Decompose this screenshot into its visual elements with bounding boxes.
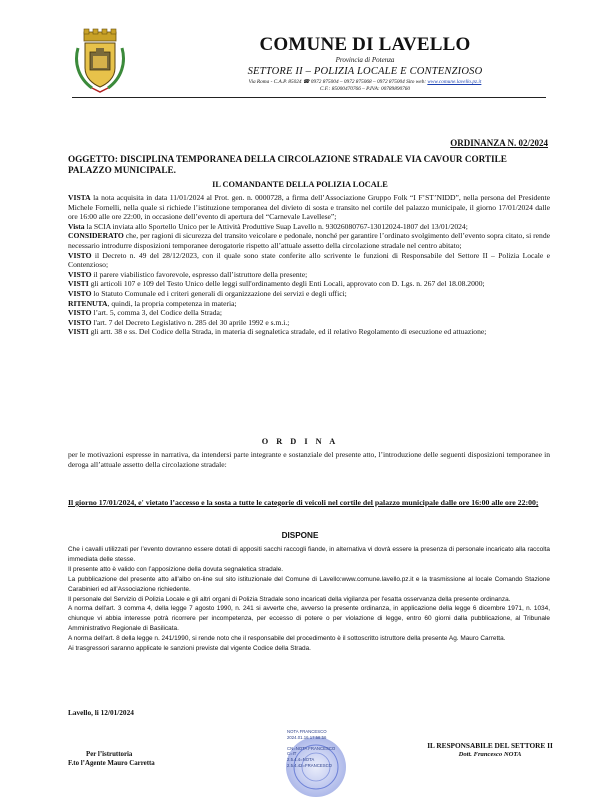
preamble-text: l’art. 5, comma 3, del Codice della Strada;: [91, 308, 223, 318]
ordina-text: per le motivazioni espresse in narrativa, da intendersi parte integrante e sostanziale del presente atto, l’introduzione delle seguenti disposizioni temporanee in deroga all’attuale assetto della circolazione stradale:: [68, 450, 550, 469]
seal-line: 2.5.4.4=NOTA: [287, 756, 315, 762]
preamble-paragraph: [68, 251, 550, 270]
responsible-signature: [400, 741, 580, 759]
subject-text-first: DISCIPLINA TEMPORANEA DELLA CIRCOLAZIONE STRADALE VIA CAVOUR CORTILE PALAZZO MUNICIPALE.: [68, 154, 507, 175]
ordinance-number: ORDINANZA N. 02/2024: [450, 138, 548, 148]
preamble-text: gli articoli 107 e 109 del Testo Unico delle leggi sull'ordinamento degli Enti Locali, approvato con D. Lgs. n. 267 del 18.08.2000;: [88, 279, 485, 289]
subject-label: OGGETTO:: [68, 154, 118, 164]
seal-line: C=IT: [287, 751, 297, 757]
preamble: [68, 193, 550, 337]
preamble-paragraph: [68, 299, 550, 309]
istruttoria-label: Per l’istruttoria: [86, 751, 133, 758]
ordina-heading: O R D I N A: [261, 437, 339, 446]
dispone-item: Il personale del Servizio di Polizia Locale e gli altri organi di Polizia Stradale sono incaricati della vigilanza per l'esatta osservanza della presente ordinanza.: [68, 595, 511, 603]
preamble-keyword: VISTO: [68, 317, 92, 327]
preamble-text: il parere viabilistico favorevole, espresso dall’istruttore della presente;: [91, 269, 308, 279]
seal-line: CN=NOTA FRANCESCO: [287, 745, 336, 751]
coat-of-arms-icon: [74, 28, 126, 94]
preamble-paragraph: [68, 193, 550, 222]
header-divider: [72, 97, 546, 98]
preamble-text: che, per ragioni di sicurezza del transito veicolare e pedonale, nonché per garantire l’ordinato svolgimento dell’evento sopra citato, si rende necessario introdurre disposizioni temporanee derogatorie rispetto all’attuale assetto della circolazione stradale nel centro abitato;: [68, 231, 550, 250]
dispone-item: Che i cavalli utilizzati per l’evento dovranno essere dotati di appositi sacchi raccogli fiande, in alternativa vi dovrà essere la presenza di personale incaricato alla raccolta immediata delle stesse.: [68, 546, 550, 563]
province-label: Provincia di Potenza: [335, 56, 395, 64]
signature-seal-text: [287, 729, 353, 768]
seal-line: NOTA FRANCESCO: [287, 729, 327, 734]
preamble-paragraph: [68, 318, 550, 328]
preamble-text: , quindi, la propria competenza in materia;: [107, 298, 237, 308]
responsible-title: IL RESPONSABILE DEL SETTORE II: [427, 741, 553, 750]
preamble-text: la nota acquisita in data 11/01/2024 al Prot. gen. n. 0000728, a firma dell’Associazione Gruppo Folk “I F’ST’NIDD”, nella persona del Presidente Michele Fornelli, nella quale si richiede l’istituzione temporanea del divieto di sosta e transito nel cortile del palazzo municipale, il giorno 17/01/2024 dalle ore 16:00 alle ore 22:00, in occasione dell’evento di apertura del “Carnevale Lavellese”;: [68, 193, 550, 222]
preamble-text: l'art. 7 del Decreto Legislativo n. 285 del 30 aprile 1992 e s.m.i.;: [91, 317, 290, 327]
preamble-keyword: VISTI: [68, 279, 89, 289]
dispone-item: A norma dell'art. 3 comma 4, della legge 7 agosto 1990, n. 241 si avverte che, avverso la presente ordinanza, in applicazione della legge 6 dicembre 1971, n. 1034, chiunque vi abbia interesse potrà ricorrere per incompetenza, per eccesso di potere o per violazione di legge, entro 60 giorni dalla pubblicazione, al Tribunale Amministrativo Regionale di Basilicata.: [68, 605, 550, 633]
responsible-name: Dott. Francesco NOTA: [458, 751, 522, 758]
dispone-item: Il presente atto è valido con l’apposizione della dovuta segnaletica stradale.: [68, 565, 284, 573]
address-line: [170, 79, 560, 86]
preamble-text: gli artt. 38 e ss. Del Codice della Strada, in materia di segnaletica stradale, ed il relativo Regolamento di esecuzione ed attuazione;: [88, 327, 487, 337]
preamble-text: la SCIA inviata allo Sportello Unico per le Attività Produttive Suap Lavello n. 93026080767-13012024-1807 del 13/01/2024;: [84, 221, 468, 231]
dispone-list: [68, 545, 550, 654]
website-link[interactable]: www.comune.lavello.pz.it: [427, 79, 482, 85]
preamble-text: lo Statuto Comunale ed i criteri generali di organizzazione dei servizi e degli uffici;: [91, 288, 347, 298]
seal-line: 2024.01.16 17:58:56: [287, 734, 327, 740]
preamble-keyword: VISTO: [68, 269, 92, 279]
preamble-keyword: VISTI: [68, 327, 89, 337]
preamble-keyword: Vista: [68, 221, 85, 231]
place-date: Lavello, li 12/01/2024: [68, 708, 134, 717]
commander-heading: IL COMANDANTE DELLA POLIZIA LOCALE: [212, 180, 388, 189]
seal-line: 2.5.4.42=FRANCESCO: [287, 762, 333, 768]
preamble-paragraph: [68, 279, 550, 289]
preamble-keyword: VISTO: [68, 308, 92, 318]
preamble-paragraph: [68, 270, 550, 280]
istruttoria-agent: F.to l’Agente Mauro Carretta: [68, 760, 155, 767]
preamble-keyword: VISTO: [68, 250, 92, 260]
dispone-item: Ai trasgressori saranno applicate le sanzioni previste dal vigente Codice della Strada.: [68, 645, 311, 653]
address-text: Via Roma - C.A.P. 85024 ☎ 0972 875004 – 0972 875068 – 0972 875004 Sito web:: [248, 79, 428, 85]
preamble-paragraph: [68, 222, 550, 232]
preamble-paragraph: [68, 327, 550, 337]
dispone-item: A norma dell'art. 8 della legge n. 241/1990, si rende noto che il responsabile del procedimento è il sottoscritto istruttore della presente Ag. Mauro Carretta.: [68, 635, 506, 643]
order-statement: Il giorno 17/01/2024, e' vietato l’accesso e la sosta a tutte le categorie di veicoli nel cortile del palazzo municipale dalle ore 16:00 alle ore 22:00;: [68, 498, 539, 507]
fiscal-code: C.F.: 85000470766 – P.IVA: 00789890760: [319, 86, 411, 92]
letterhead: [170, 34, 560, 93]
preamble-paragraph: [68, 308, 550, 318]
dispone-heading: DISPONE: [281, 531, 319, 540]
preamble-paragraph: [68, 231, 550, 250]
preamble-text: il Decreto n. 49 del 28/12/2023, con il quale sono state conferite allo scrivente le funzioni di Responsabile del Settore II – Polizia Locale e Contenzioso;: [68, 250, 550, 270]
sector-label: SETTORE II – POLIZIA LOCALE E CONTENZIOSO: [247, 66, 483, 77]
subject: [68, 154, 548, 176]
preamble-keyword: VISTA: [68, 193, 91, 202]
istruttoria-signature: [68, 750, 155, 768]
preamble-keyword: CONSIDERATO: [68, 231, 124, 241]
dispone-item: La pubblicazione del presente atto all'albo on-line sul sito istituzionale del Comune di Lavello:www.comune.lavello.pz.it e la trasmissione al locale Comando Stazione Carabinieri ed all’Associazione richiedente.: [68, 575, 550, 593]
municipality-title: COMUNE DI LAVELLO: [259, 34, 471, 55]
preamble-keyword: VISTO: [68, 288, 92, 298]
preamble-keyword: RITENUTA: [68, 298, 108, 308]
preamble-paragraph: [68, 289, 550, 299]
